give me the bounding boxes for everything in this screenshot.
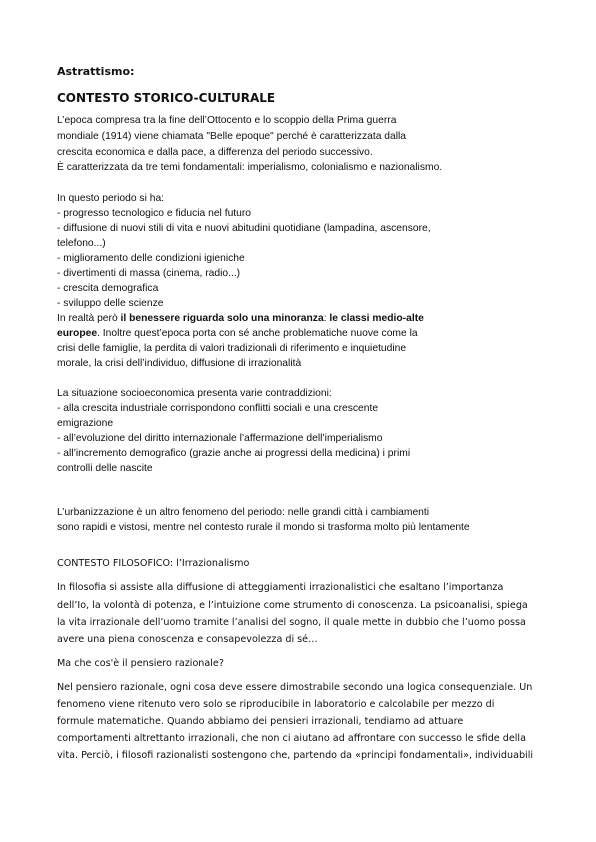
- philosophy-line: avere una piena conoscenza e consapevolezza di sé…: [57, 634, 318, 645]
- rational-thought-line: vita. Perciò, i filosofi razionalisti sostengono che, partendo da «principi fondamentali», individuabili: [57, 750, 534, 761]
- document-heading: Astrattismo:: [57, 65, 135, 78]
- note-emphasis: il benessere riguarda solo una minoranza: [120, 313, 324, 324]
- list-item: - divertimenti di massa (cinema, radio...): [57, 268, 241, 279]
- note-text: . Inoltre quest’epoca porta con sé anche problematiche nuove come la: [97, 328, 418, 339]
- list-item: telefono...): [57, 238, 106, 249]
- note-text: :: [323, 313, 330, 324]
- list-item: - sviluppo delle scienze: [57, 298, 164, 309]
- contradictions-line: - alla crescita industriale corrispondono conflitti sociali e una crescente: [57, 403, 379, 414]
- note-text: In realtà però: [57, 313, 121, 324]
- note-line: crisi delle famiglie, la perdita di valori tradizionali di riferimento e inquietudine: [57, 343, 407, 354]
- list-item: - miglioramento delle condizioni igieniche: [57, 253, 245, 264]
- philosophy-line: In filosofia si assiste alla diffusione di atteggiamenti irrazionalistici che esaltano l’importanza: [57, 582, 504, 593]
- intro-line: crescita economica e dalla pace, a differenza del periodo successivo.: [57, 147, 373, 158]
- list-intro: In questo periodo si ha:: [57, 193, 165, 204]
- philosophy-line: dell’Io, la volontà di potenza, e l’intuizione come strumento di conoscenza. La psicoanalisi, spiega: [57, 600, 528, 611]
- note-emphasis: europee: [57, 328, 98, 339]
- intro-line: È caratterizzata da tre temi fondamentali: imperialismo, colonialismo e nazionalismo.: [57, 162, 443, 173]
- philosophy-line: la vita irrazionale dell’uomo tramite l’analisi del sogno, il quale mette in dubbio che l’uomo possa: [57, 617, 526, 628]
- urbanization-line: sono rapidi e vistosi, mentre nel contesto rurale il mondo si trasforma molto più lentamente: [57, 522, 470, 533]
- intro-line: L’epoca compresa tra la fine dell’Ottocento e lo scoppio della Prima guerra: [57, 115, 397, 126]
- urbanization-line: L’urbanizzazione è un altro fenomeno del periodo: nelle grandi città i cambiamenti: [57, 507, 430, 518]
- rational-thought-line: formule matematiche. Quando abbiamo dei pensieri irrazionali, tendiamo ad attuare: [57, 716, 464, 727]
- list-item: - progresso tecnologico e fiducia nel futuro: [57, 208, 252, 219]
- contradictions-line: controlli delle nascite: [57, 463, 153, 474]
- list-item: - crescita demografica: [57, 283, 159, 294]
- rational-thought-line: fenomeno viene ritenuto vero solo se riproducibile in laboratorio e calcolabile per mezzo di: [57, 699, 495, 710]
- rational-thought-line: comportamenti altrettanto irrazionali, che non ci aiutano ad affrontare con successo le sfide della: [57, 733, 526, 744]
- section-title-historical: CONTESTO STORICO-CULTURALE: [57, 91, 276, 105]
- question-line: Ma che cos'è il pensiero razionale?: [57, 658, 224, 669]
- note-line: [57, 326, 418, 342]
- contradictions-line: emigrazione: [57, 418, 114, 429]
- rational-thought-line: Nel pensiero razionale, ogni cosa deve essere dimostrabile secondo una logica consequenziale. Un: [57, 682, 533, 693]
- note-emphasis: le classi medio-alte: [329, 313, 424, 324]
- note-line: morale, la crisi dell’individuo, diffusione di irrazionalità: [57, 358, 302, 369]
- intro-line: mondiale (1914) viene chiamata "Belle epoque" perché è caratterizzata dalla: [57, 131, 407, 142]
- contradictions-line: La situazione socioeconomica presenta varie contraddizioni:: [57, 388, 332, 399]
- note-line: [57, 311, 424, 327]
- section-title-philosophical: CONTESTO FILOSOFICO: l’Irrazionalismo: [57, 558, 250, 569]
- list-item: - diffusione di nuovi stili di vita e nuovi abitudini quotidiane (lampadina, ascensore,: [57, 223, 431, 234]
- contradictions-line: - all’evoluzione del diritto internazionale l’affermazione dell’imperialismo: [57, 433, 383, 444]
- contradictions-line: - all’incremento demografico (grazie anche ai progressi della medicina) i primi: [57, 448, 411, 459]
